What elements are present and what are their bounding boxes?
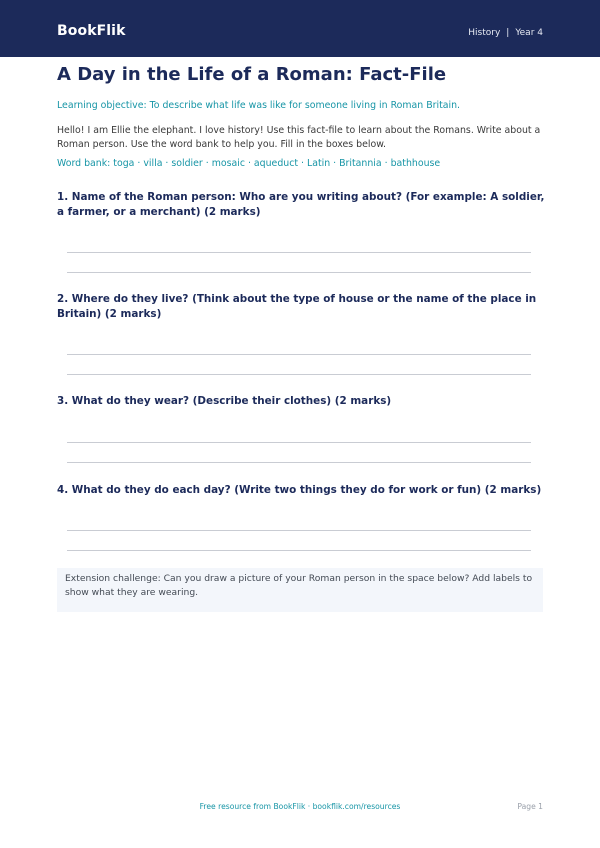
word-bank: Word bank: toga · villa · soldier · mosaic · aqueduct · Latin · Britannia · bathhouse bbox=[57, 158, 441, 169]
intro-text: Hello! I am Ellie the elephant. I love history! Use this fact-file to learn about the Romans. Write about a Roman person. Use the word bank to help you. Fill in the boxes below. bbox=[57, 125, 541, 150]
question-2: 2. Where do they live? (Think about the type of house or the name of the place in Britain) (2 marks) bbox=[57, 293, 537, 320]
answer-line-3b[interactable] bbox=[67, 462, 531, 463]
footer-credit: Free resource from BookFlik · bookflik.com/resources bbox=[199, 802, 401, 811]
question-3: 3. What do they wear? (Describe their clothes) (2 marks) bbox=[57, 395, 392, 407]
answer-line-1a[interactable] bbox=[67, 252, 531, 253]
brand-logo: BookFlik bbox=[57, 23, 126, 39]
answer-line-2a[interactable] bbox=[67, 354, 531, 355]
answer-line-4a[interactable] bbox=[67, 530, 531, 531]
question-4: 4. What do they do each day? (Write two things they do for work or fun) (2 marks) bbox=[57, 484, 542, 496]
answer-line-3a[interactable] bbox=[67, 442, 531, 443]
extension-challenge: Extension challenge: Can you draw a picture of your Roman person in the space below? Add labels to show what they are wearing. bbox=[57, 568, 543, 612]
learning-objective: Learning objective: To describe what life was like for someone living in Roman Britain. bbox=[57, 100, 461, 111]
year-label: Year 4 bbox=[515, 28, 543, 38]
answer-line-2b[interactable] bbox=[67, 374, 531, 375]
answer-line-1b[interactable] bbox=[67, 272, 531, 273]
answer-line-4b[interactable] bbox=[67, 550, 531, 551]
page-title: A Day in the Life of a Roman: Fact-File bbox=[57, 64, 447, 85]
page-header bbox=[0, 0, 600, 57]
header-meta bbox=[468, 28, 543, 38]
page-number: Page 1 bbox=[517, 802, 543, 811]
question-1: 1. Name of the Roman person: Who are you writing about? (For example: A soldier, a farmer, or a merchant) (2 marks) bbox=[57, 191, 545, 218]
meta-separator: | bbox=[506, 28, 510, 38]
subject-label: History bbox=[468, 28, 501, 38]
